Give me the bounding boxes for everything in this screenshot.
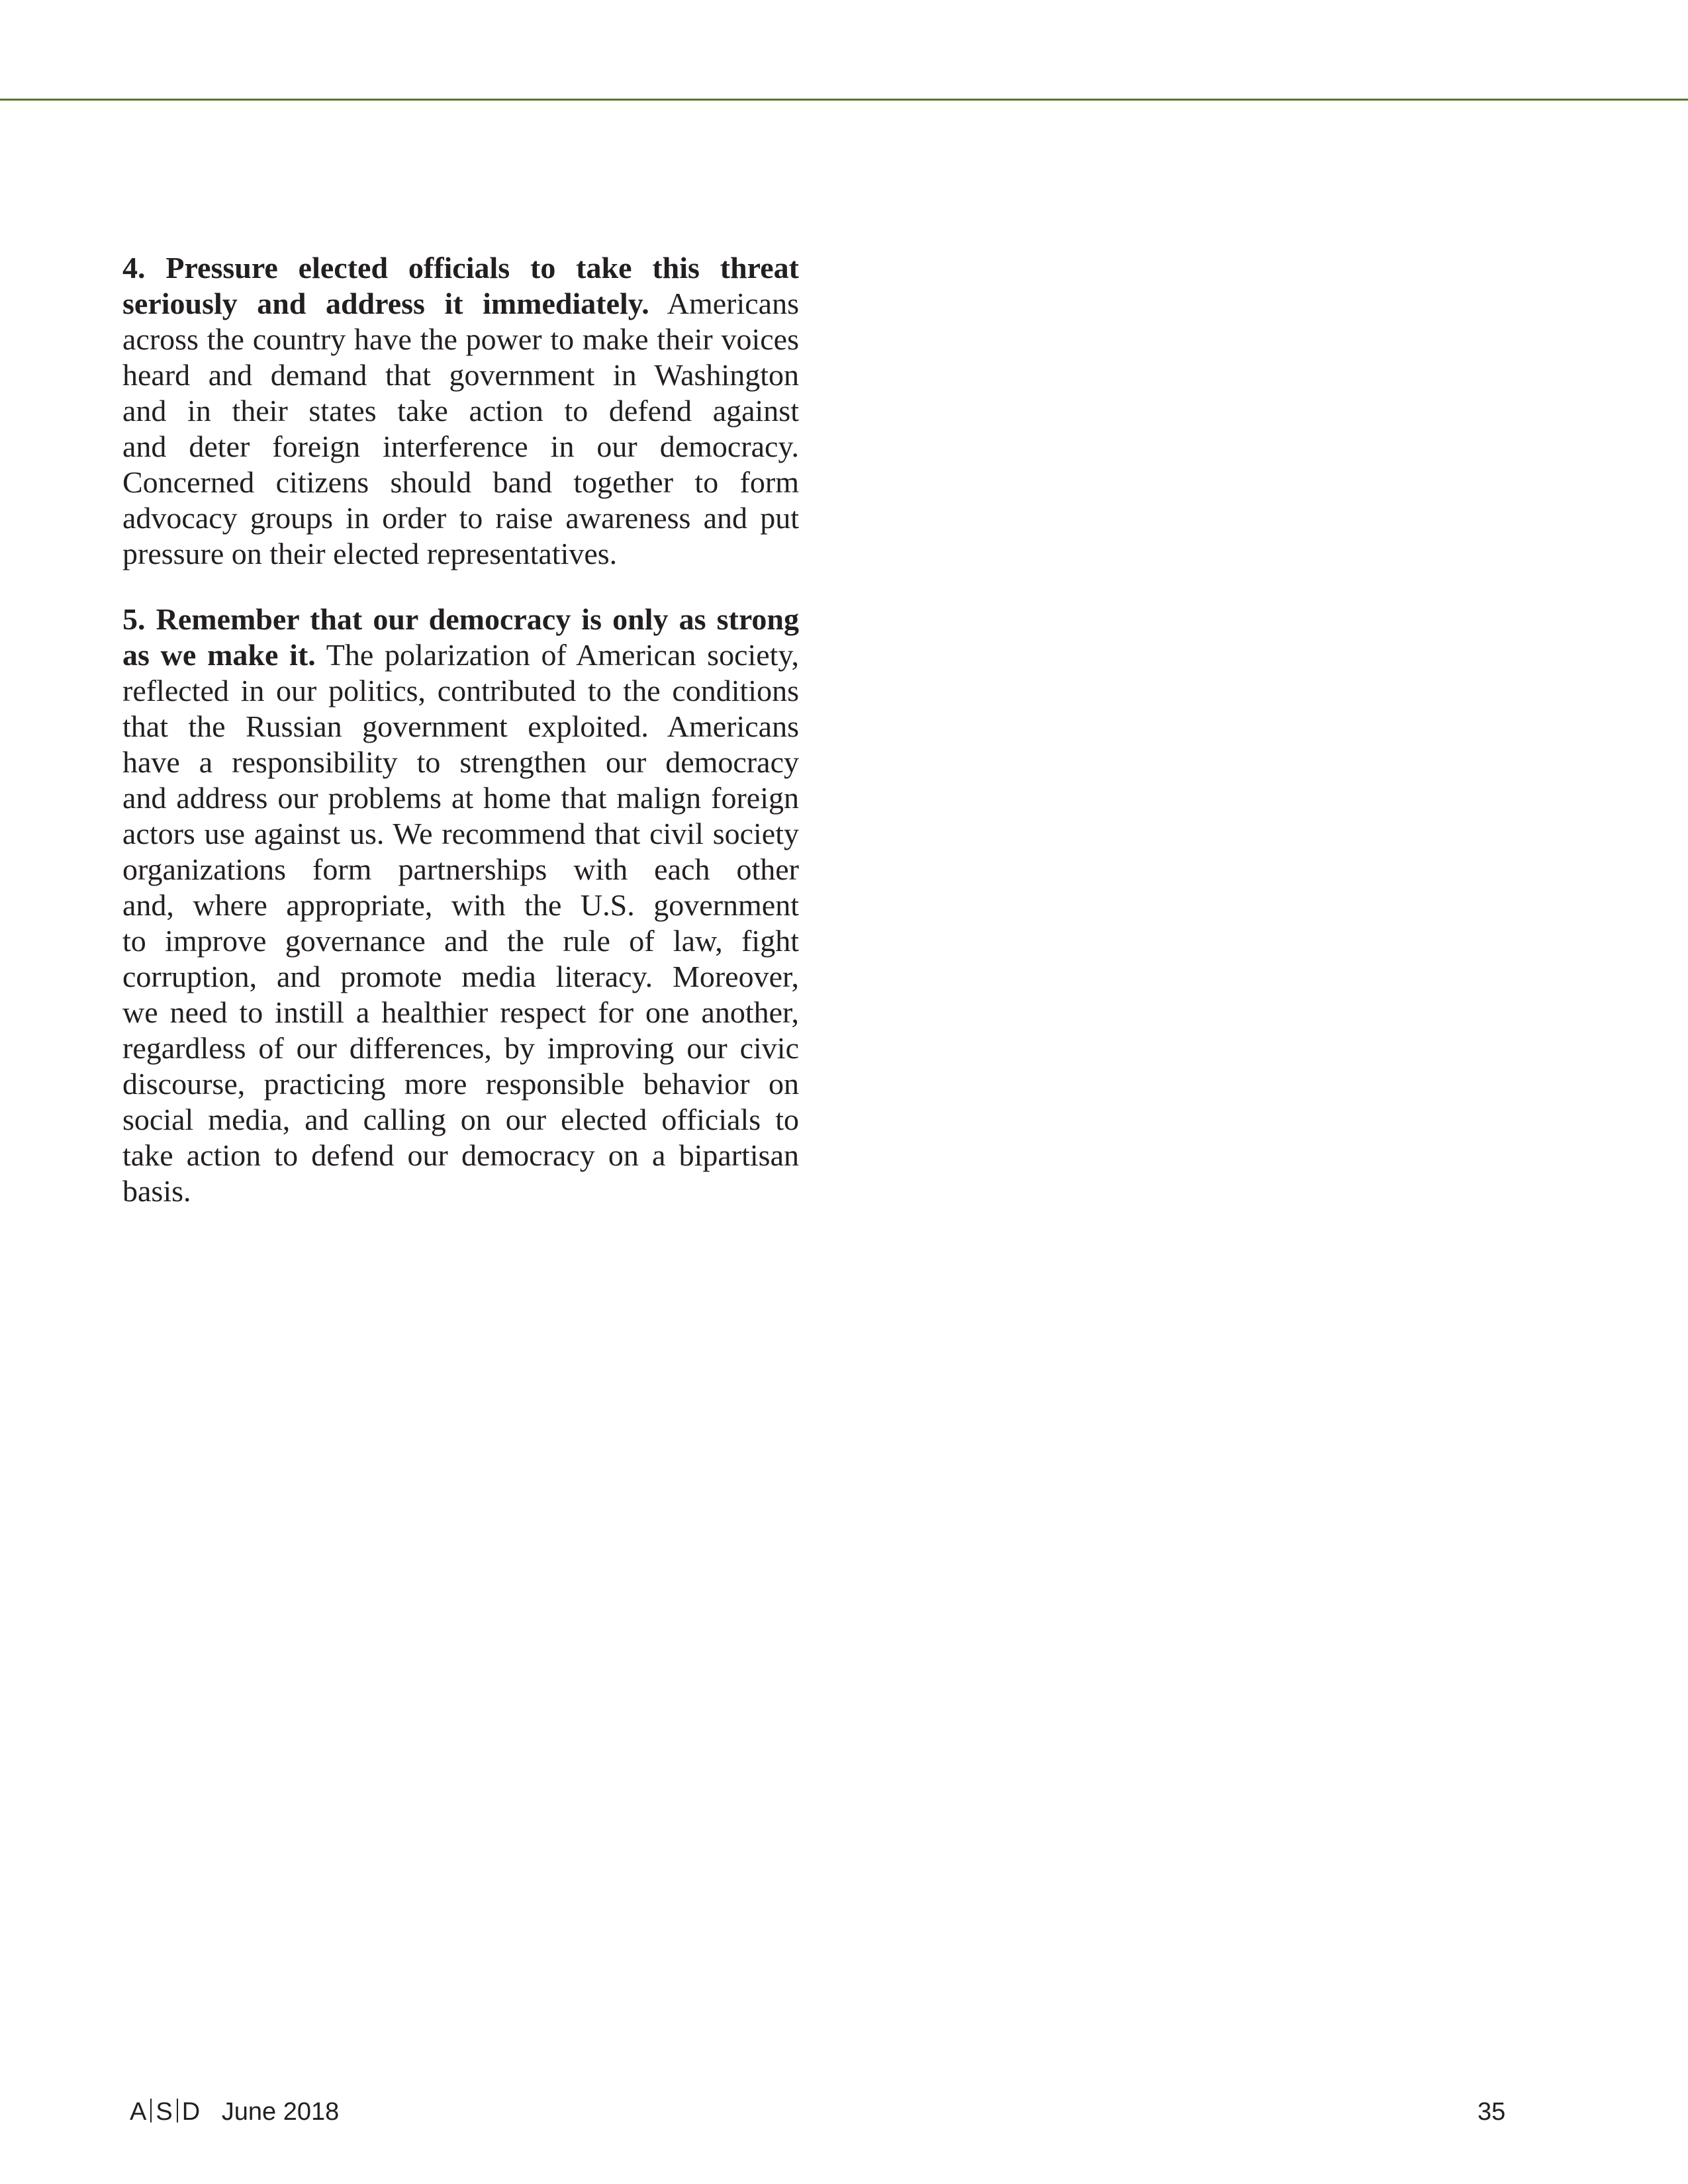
body-text: pressure on their elected representatives. (122, 537, 618, 570)
body-text: across the country have the power to make their voices (122, 322, 799, 356)
text-line (122, 429, 799, 465)
text-line (122, 709, 799, 745)
body-text: heard and demand that government in Washington (122, 358, 799, 392)
body-text: discourse, practicing more responsible behavior on (122, 1067, 799, 1101)
text-line (122, 995, 799, 1030)
bold-heading-text: seriously and address it immediately. (122, 287, 649, 320)
text-line (122, 745, 799, 780)
org-logo (130, 2098, 207, 2126)
text-line (122, 637, 799, 673)
footer-left (130, 2097, 339, 2127)
body-text: have a responsibility to strengthen our democracy (122, 745, 799, 779)
body-text: and address our problems at home that malign foreign (122, 781, 799, 815)
text-line (122, 959, 799, 995)
footer-date: June 2018 (221, 2098, 340, 2126)
text-line (122, 1030, 799, 1066)
header-rule (0, 99, 1688, 101)
body-text: and deter foreign interference in our democracy. (122, 430, 799, 463)
text-line (122, 816, 799, 852)
bold-heading-text: as we make it. (122, 638, 316, 672)
body-text: advocacy groups in order to raise awareness and put (122, 501, 799, 535)
text-line (122, 286, 799, 322)
body-text: basis. (122, 1174, 191, 1208)
logo-divider (150, 2099, 152, 2122)
body-text: organizations form partnerships with each other (122, 852, 799, 886)
logo-divider (177, 2099, 178, 2122)
body-text: actors use against us. We recommend that civil society (122, 817, 799, 850)
text-line (122, 465, 799, 500)
logo-letter: D (181, 2098, 201, 2126)
text-line (122, 887, 799, 923)
text-line (122, 923, 799, 959)
body-text: Concerned citizens should band together to form (122, 465, 799, 499)
body-text: social media, and calling on our elected officials to (122, 1103, 799, 1136)
body-text: and, where appropriate, with the U.S. government (122, 888, 799, 922)
text-line (122, 322, 799, 357)
page-number: 35 (1477, 2098, 1506, 2126)
text-line (122, 1173, 799, 1209)
body-text: corruption, and promote media literacy. Moreover, (122, 960, 799, 993)
text-line (122, 357, 799, 393)
body-text: and in their states take action to defend against (122, 394, 799, 428)
body-text: that the Russian government exploited. Americans (122, 709, 799, 743)
text-line (122, 1066, 799, 1102)
text-line (122, 1138, 799, 1173)
text-line (122, 500, 799, 536)
body-text: reflected in our politics, contributed to the conditions (122, 674, 799, 707)
text-line (122, 673, 799, 709)
logo-letter: A (130, 2098, 147, 2126)
body-text: take action to defend our democracy on a bipartisan (122, 1138, 799, 1172)
paragraph-recommendation-5 (122, 602, 799, 1209)
body-text: to improve governance and the rule of law, fight (122, 924, 799, 958)
paragraph-recommendation-4 (122, 250, 799, 572)
logo-letter: S (156, 2098, 173, 2126)
body-text: regardless of our differences, by improving our civic (122, 1031, 799, 1065)
text-line (122, 602, 799, 637)
text-line (122, 250, 799, 286)
bold-heading-text: 4. Pressure elected officials to take this threat (122, 251, 799, 285)
body-text: Americans (649, 287, 799, 320)
text-line (122, 536, 799, 572)
text-line (122, 780, 799, 816)
bold-heading-text: 5. Remember that our democracy is only as strong (122, 602, 799, 636)
body-text: we need to instill a healthier respect for one another, (122, 995, 799, 1029)
text-line (122, 393, 799, 429)
text-line (122, 1102, 799, 1138)
text-line (122, 852, 799, 887)
body-text: The polarization of American society, (315, 638, 799, 672)
